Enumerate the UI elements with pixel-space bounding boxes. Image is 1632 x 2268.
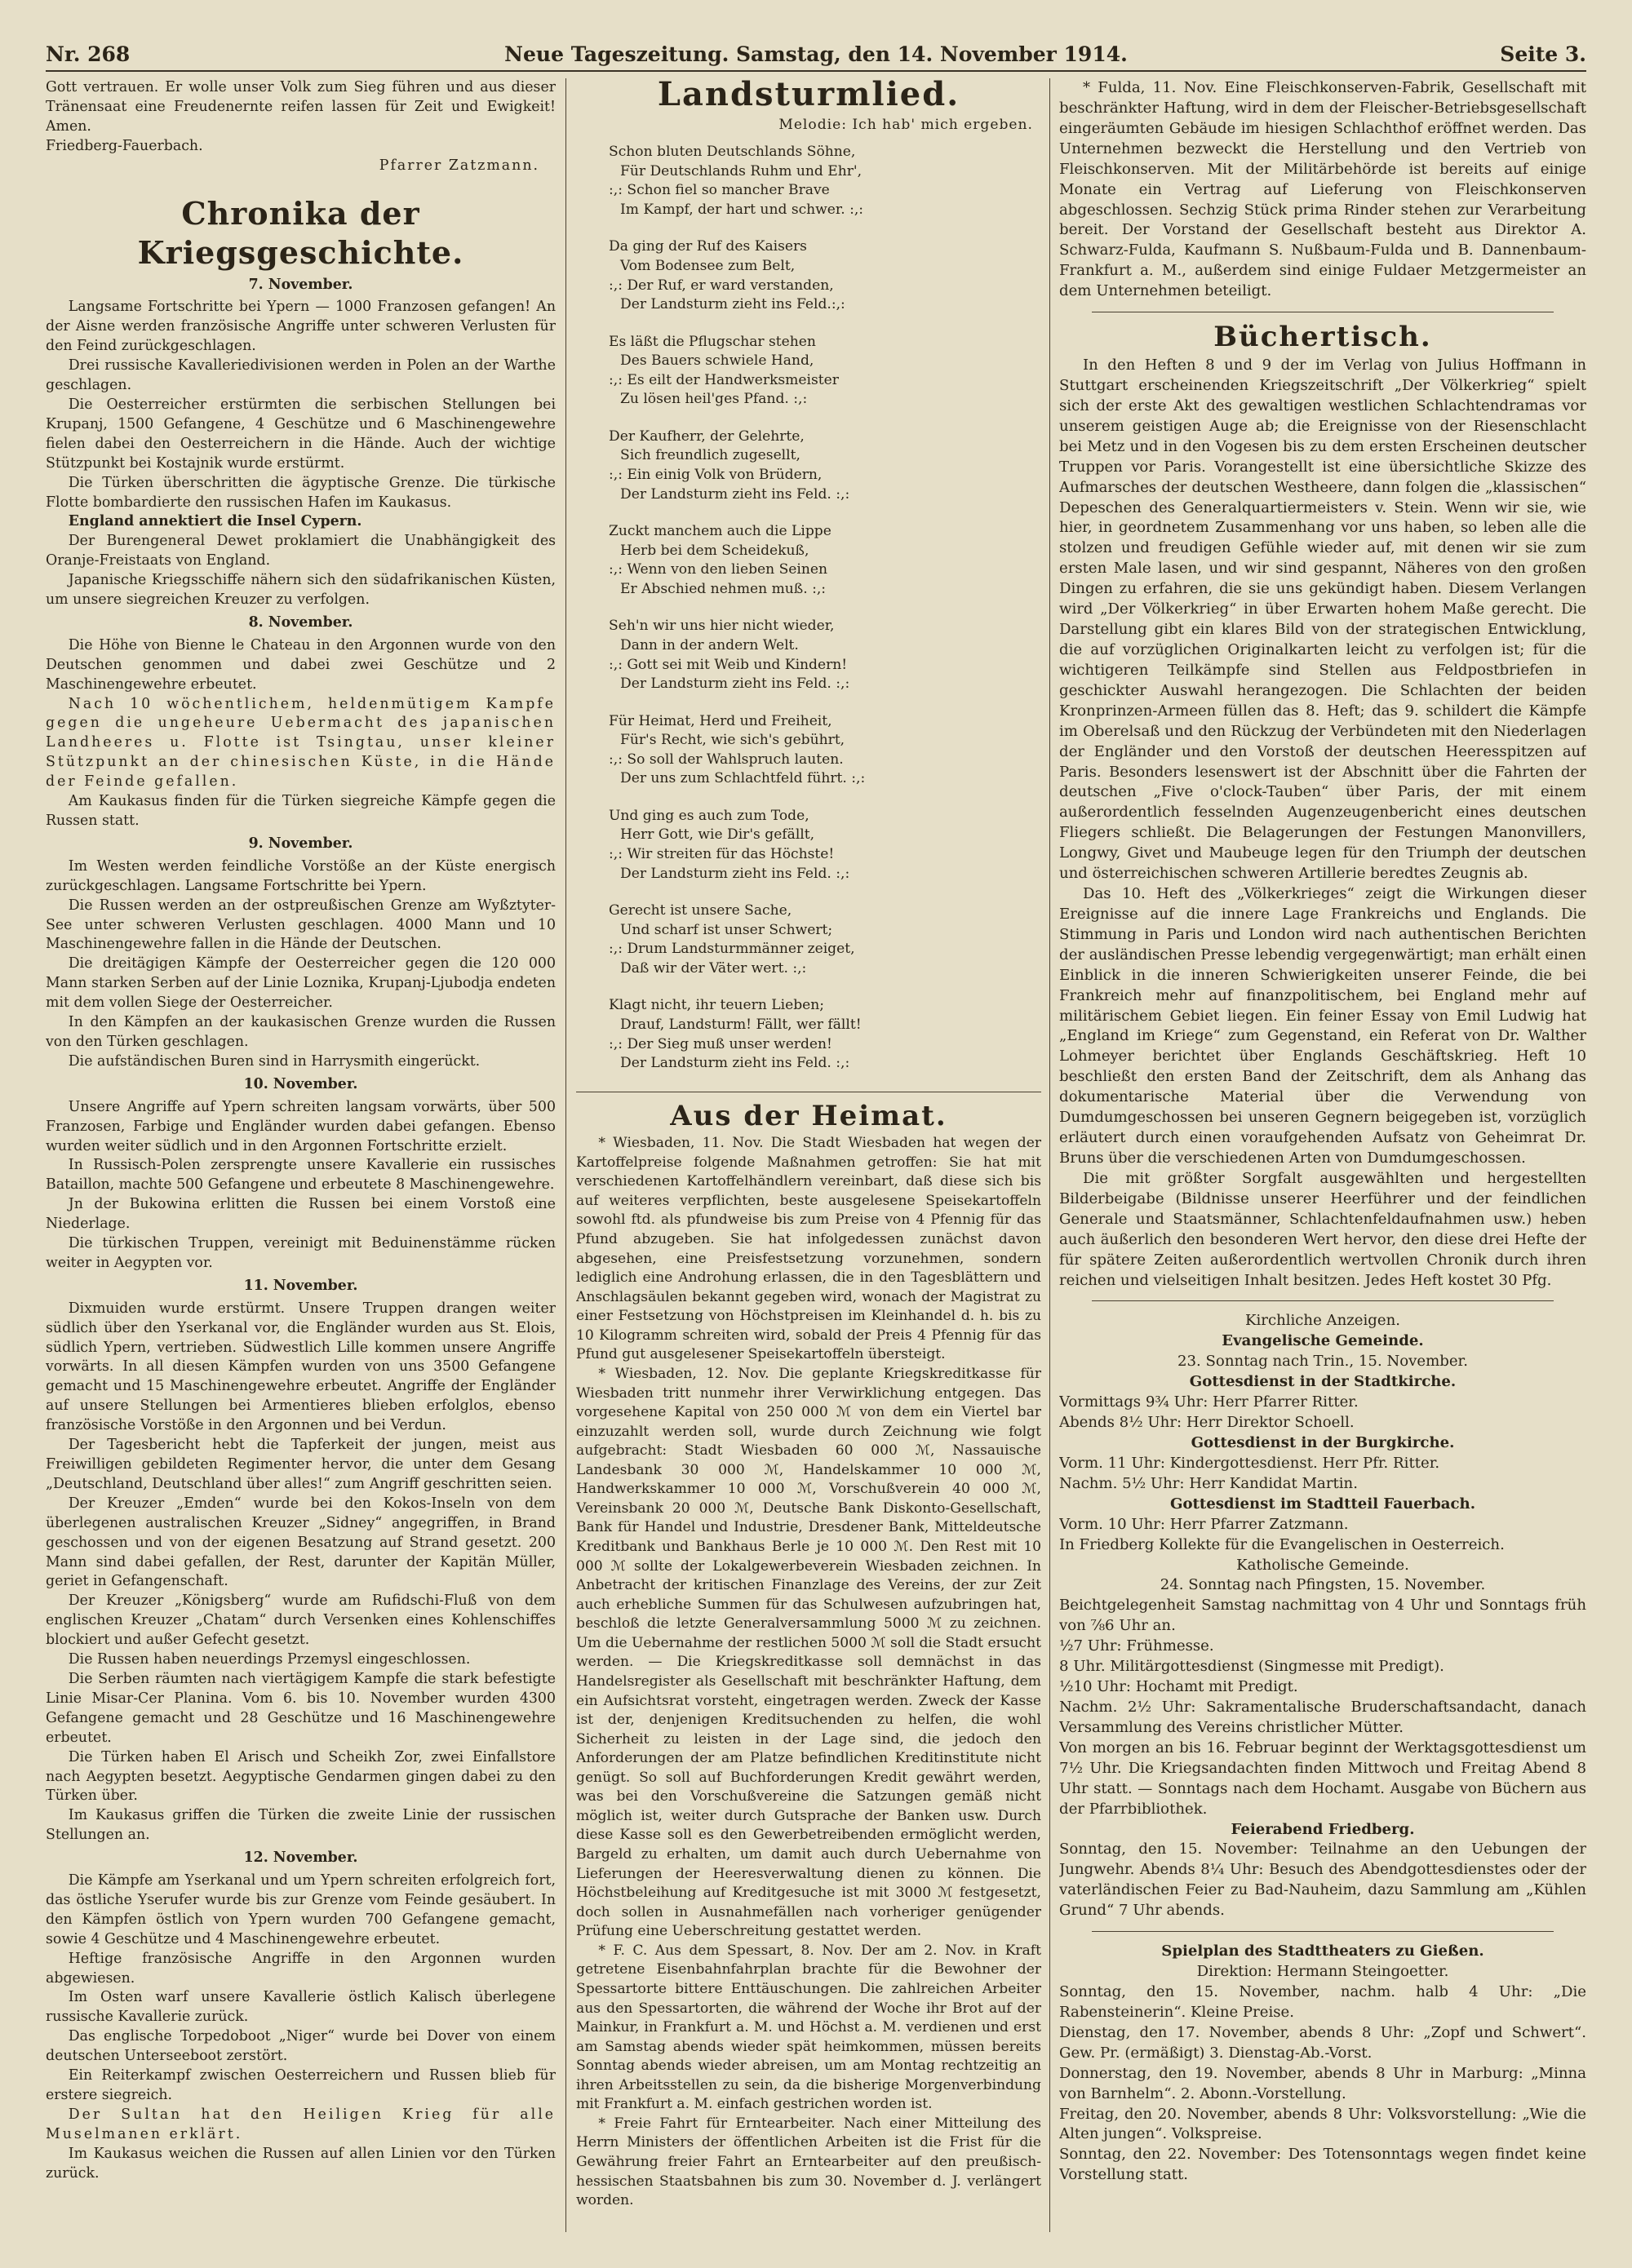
paragraph: Der Tagesbericht hebt die Tapferkeit der jungen, meist aus Freiwilligen gebildeten Regimenter hervor, die unter dem Gesang „Deutschland, Deutschland über alles!“ zum Angriff geschritten seien. xyxy=(46,1437,556,1492)
notice-line: Freitag, den 20. November, abends 8 Uhr: Volksvorstellung: „Wie die Alten jungen“. Volkspreise. xyxy=(1059,2105,1586,2143)
poem-stanza xyxy=(609,143,1041,219)
news-item: * Wiesbaden, 11. Nov. Die Stadt Wiesbaden hat wegen der Kartoffelpreise folgende Maßnahmen getroffen: Sie hat mit verschiedenen Kartoffelhändlern vereinbart, daß diese sich bis auf weiteres verpflichten, beste ausgelesene Speisekartoffeln sowohl ftd. als pfundweise bis zum Preise von 4 Pfennig für das Pfund abzugeben. Sie hat infolgedessen zunächst davon abgesehen, eine Preisfestsetzung vorzunehmen, sondern lediglich eine Androhung erlassen, die in den Tagesblättern und Anschlagsäulen bekannt gegeben wird, wonach der Magistrat zu einer Festsetzung von Höchstpreisen im Kleinhandel d. h. bis zu 10 Kilogramm schreiten wird, sobald der Preis 4 Pfennig für das Pfund gut ausgelesener Speisekartoffeln übersteigt. xyxy=(576,1135,1041,1363)
notice-line: 8 Uhr. Militärgottesdienst (Singmesse mit Predigt). xyxy=(1059,1658,1444,1676)
poem-line: Herr Gott, wie Dir's gefällt, xyxy=(620,826,815,844)
poem-line: Im Kampf, der hart und schwer. :,: xyxy=(620,201,864,218)
poem-line: :,: Schon fiel so mancher Brave xyxy=(609,182,830,199)
poem-line: Zu lösen heil'ges Pfand. :,: xyxy=(620,391,808,408)
poem-line: Zuckt manchem auch die Lippe xyxy=(609,523,832,540)
paragraph: Das 10. Heft des „Völkerkrieges“ zeigt die Wirkungen dieser Ereignisse auf die innere Lage Frankreichs und Englands. Die Stimmung in Paris und London wird nach authentischen Berichten der ausländischen Presse lebendig vergegenwärtigt; man erhält einen Einblick in die inneren Schwierigkeiten unserer Feinde, die bei Frankreich mehr auf finanzpolitischem, bei England mehr auf militärischem Gebiet liegen. Ein feiner Essay von Emil Ludwig hat „England im Kriege“ zum Gegenstand, ein Referat von Dr. Walther Lohmeyer berichtet über Englands Geschäftskrieg. Heft 10 beschließt den ersten Band der Zeitschrift, dem als Anhang das dokumentarische Material über die Verwendung von Dumdumgeschossen bei unseren Gegnern beigegeben ist, vorzüglich erläutert durch einen voraufgehenden Aufsatz von Geheimrat Dr. Bruns über die verschiedenen Arten von Dumdumgeschossen. xyxy=(1059,885,1586,1167)
chronicle-day-11 xyxy=(46,1300,556,1845)
poem-line: Klagt nicht, ihr teuern Lieben; xyxy=(609,997,825,1014)
poem-stanza xyxy=(609,807,1041,884)
notice-line: ½10 Uhr: Hochamt mit Predigt. xyxy=(1059,1678,1298,1696)
column-rule xyxy=(565,78,566,2232)
date-heading: 7. November. xyxy=(248,276,353,293)
notice-line: Von morgen an bis 16. Februar beginnt der Werktagsgottesdienst um 7½ Uhr. Die Kriegsandachten finden Mittwoch und Freitag Abend 8 Uhr statt. — Sonntags nach dem Hochamt. Ausgabe von Büchern aus der Pfarrbibliothek. xyxy=(1059,1739,1586,1818)
paragraph: Der Burengeneral Dewet proklamiert die Unabhängigkeit des Oranje-Freistaats von England. xyxy=(46,533,556,569)
paragraph: Im Osten warf unsere Kavallerie östlich Kalisch überlegene russische Kavallerie zurück. xyxy=(46,1989,556,2026)
chronicle-day-7 xyxy=(46,298,556,610)
paragraph: Die Kämpfe am Yserkanal und um Ypern schreiten erfolgreich fort, das östliche Yserufer wurde bis zur Grenze vom Feinde gesäubert. In den Kämpfen östlich von Ypern wurden 700 Gefangene gemacht, sowie 4 Geschütze und 4 Maschinengewehre erbeutet. xyxy=(46,1872,556,1947)
section-title-heimat: Aus der Heimat. xyxy=(670,1099,947,1132)
paragraph: Die Höhe von Bienne le Chateau in den Argonnen wurde von den Deutschen genommen und dabei zwei Geschütze und 2 Maschinengewehre erbeutet. xyxy=(46,636,556,693)
chronicle-day-10 xyxy=(46,1098,556,1274)
paragraph: Die türkischen Truppen, vereinigt mit Beduinenstämme rücken weiter in Aegypten vor. xyxy=(46,1235,556,1271)
poem-line: Der uns zum Schlachtfeld führt. :,: xyxy=(620,770,866,787)
date-heading: 12. November. xyxy=(243,1849,358,1867)
poem-line: :,: Wir streiten für das Höchste! xyxy=(609,846,835,862)
poem-line: Der Landsturm zieht ins Feld. :,: xyxy=(620,676,850,693)
poem-line: Des Bauers schwiele Hand, xyxy=(620,352,814,370)
paragraph: Die Russen haben neuerdings Przemysl eingeschlossen. xyxy=(68,1651,471,1668)
paragraph: Nach 10 wöchentlichem, heldenmütigem Kampfe gegen die ungeheure Uebermacht des japanischen Landheeres u. Flotte ist Tsingtau, unser kleiner Stützpunkt an der chinesischen Küste, in die Hände der Feinde gefallen. xyxy=(46,695,556,791)
divider xyxy=(1092,1931,1554,1932)
paragraph: Die Oesterreicher erstürmten die serbischen Stellungen bei Krupanj, 1500 Gefangene, 4 Geschütze und 6 Maschinengewehre fielen dabei den Oesterreichern in die Hände. Auch der wichtige Stützpunkt bei Kostajnik wurde erstürmt. xyxy=(46,396,556,472)
poem-melody: Melodie: Ich hab' mich ergeben. xyxy=(778,116,1033,133)
sermon-signature: Pfarrer Zatzmann. xyxy=(379,157,539,174)
paragraph: In den Heften 8 und 9 der im Verlag von Julius Hoffmann in Stuttgart erscheinenden Kriegszeitschrift „Der Völkerkrieg“ spielt sich der erste Akt des gewaltigen westlichen Schlachtendramas vor unserem geistigen Auge ab; die Ereignisse von der Riesenschlacht bei Metz und in den Vogesen bis zu dem ersten Erscheinen deutscher Truppen vor Paris. Vorangestellt ist eine übersichtliche Skizze des Aufmarsches der deutschen Westheere, dann folgen die „klassischen“ Depeschen des Generalquartiermeisters v. Stein. Wenn wir sie, wie hier, in geordnetem Zusammenhang vor uns haben, so leben alle die stolzen und freudigen Gefühle wieder auf, mit denen wir sie zum ersten Male lasen, und wir sind gespannt, Näheres von den großen Dingen zu erfahren, die sie uns gekündigt haben. Diesem Verlangen wird „Der Völkerkrieg“ in über Erwarten hohem Maße gerecht. Die Darstellung gibt ein klares Bild von der strategischen Entwicklung, die auf vorzüglichen Originalkarten leicht zu verfolgen ist; für die wichtigeren Teilkämpfe sind Stellen aus Feldpostbriefen in geschickter Auswahl herangezogen. Die Schlachten der beiden Kronprinzen-Armeen füllen das 8. Heft; das 9. schildert die Kämpfe im Oberelsaß und den Rückzug der Verbündeten mit den Niederlagen der Engländer und den Vorstoß der deutschen Heeresspitzen auf Paris. Besonders lesenswert ist der Abschnitt über die Fahrten der deutschen „Five o'clock-Tauben“ über Paris, der mit einem außerordentlich fesselnden Augenzeugenbericht eines deutschen Fliegers schließt. Die Belagerungen der Festungen Manonvillers, Longwy, Givet und Maubeuge legen für den Triumph der deutschen und österreichischen schweren Artillerie beredtes Zeugnis ab. xyxy=(1059,357,1586,883)
theater-schedule xyxy=(1059,1942,1586,2186)
poem-stanza xyxy=(609,522,1041,599)
notice-heading: Feierabend Friedberg. xyxy=(1231,1820,1415,1838)
notice-date: 24. Sonntag nach Pfingsten, 15. November. xyxy=(1160,1576,1486,1594)
poem-line: Vom Bodensee zum Belt, xyxy=(620,257,796,274)
paragraph: Der Kreuzer „Königsberg“ wurde am Rufidschi-Fluß von dem englischen Kreuzer „Chatam“ durch Versenken eines Kohlenschiffes blockiert und außer Gefecht gesetzt. xyxy=(46,1592,556,1649)
poem-stanzas xyxy=(576,143,1041,1074)
paragraph: Der Sultan hat den Heiligen Krieg für alle Muselmanen erklärt. xyxy=(46,2106,556,2142)
poem-stanza xyxy=(609,712,1041,789)
poem-stanza xyxy=(609,996,1041,1073)
paragraph: Das englische Torpedoboot „Niger“ wurde bei Dover von einem deutschen Unterseeboot zerstört. xyxy=(46,2028,556,2065)
sermon-place: Friedberg-Fauerbach. xyxy=(46,137,203,154)
poem-line: Er Abschied nehmen muß. :,: xyxy=(620,580,827,597)
poem-line: :,: Der Ruf, er ward verstanden, xyxy=(609,277,834,294)
poem-line: :,: So soll der Wahlspruch lauten. xyxy=(609,751,844,768)
notice-title: Spielplan des Stadttheaters zu Gießen. xyxy=(1161,1942,1484,1960)
poem-line: Gerecht ist unsere Sache, xyxy=(609,902,792,919)
paragraph: Die dreitägigen Kämpfe der Oesterreicher gegen die 120 000 Mann starken Serben auf der Linie Loznika, Krupanj-Ljubodja endeten mit dem vollen Siege der Oesterreicher. xyxy=(46,955,556,1012)
notice-date: 23. Sonntag nach Trin., 15. November. xyxy=(1177,1353,1468,1371)
poem-line: Es läßt die Pflugschar stehen xyxy=(609,333,816,350)
notice-line: Beichtgelegenheit Samstag nachmittag von 4 Uhr und Sonntags früh von ⅞6 Uhr an. xyxy=(1059,1597,1586,1635)
news-item: * Wiesbaden, 12. Nov. Die geplante Kriegskreditkasse für Wiesbaden tritt nunmehr ihrer Verwirklichung entgegen. Das vorgesehene Kapital von 250 000 ℳ von dem ein Viertel bar einzuzahlt werden soll, wurde durch Zeichnung wie folgt aufgebracht: Stadt Wiesbaden 60 000 ℳ, Nassauische Landesbank 30 000 ℳ, Handelskammer 10 000 ℳ, Handwerkskammer 10 000 ℳ, Vorschußverein 40 000 ℳ, Vereinsbank 20 000 ℳ, Deutsche Bank Diskonto-Gesellschaft, Bank für Handel und Industrie, Dresdener Bank, Mitteldeutsche Kreditbank und Bankhaus Berle je 10 000 ℳ. Den Rest mit 10 000 ℳ sollte der Lokalgewerbeverein Wiesbaden zeichnen. In Anbetracht der kritischen Finanzlage des Vereins, der zur Zeit auch erhebliche Summen für das Schulwesen aufzubringen hat, beschloß die letzte Generalversammlung 5000 ℳ zu zeichnen. Um die Uebernahme der restlichen 5000 ℳ soll die Stadt ersucht werden. — Die Kriegskreditkasse soll demnächst in das Handelsregister als Gesellschaft mit beschränkter Haftung, dem ein Aufsichtsrat vorsteht, eingetragen werden. Zweck der Kasse ist der, denjenigen Kreditsuchenden zu helfen, die wohl Sicherheit zu leisten in der Lage sind, die jedoch den Anforderungen der am Platze befindlichen Kreditinstitute nicht genügt. So soll auf Buchforderungen Kredit gewährt werden, was bei den Vorschußvereine die Satzungen gemäß nicht möglich ist, weiter durch Gutsprache der Banken usw. Durch diese Kasse soll es den Gewerbetreibenden ermöglicht werden, Bargeld zu erhalten, um damit auch durch Uebernahme von Lieferungen der Heeresverwaltung dienen zu können. Die Höchstbeleihung auf Kreditgesuche ist mit 3000 ℳ festgesetzt, doch sollen in Ausnahmefällen nach vorheriger genügender Prüfung eine Ueberschreitung gestattet werden. xyxy=(576,1365,1041,1940)
column-left xyxy=(46,78,556,2232)
paragraph: Langsame Fortschritte bei Ypern — 1000 Franzosen gefangen! An der Aisne werden französische Angriffe unter schweren Verlusten für den Feind zurückgeschlagen. xyxy=(46,299,556,355)
notice-line: Abends 8½ Uhr: Herr Direktor Schoell. xyxy=(1059,1414,1355,1432)
notice-title: Kirchliche Anzeigen. xyxy=(1244,1312,1400,1330)
date-heading: 11. November. xyxy=(243,1277,358,1294)
notice-line: Dienstag, den 17. November, abends 8 Uhr: „Zopf und Schwert“. Gew. Pr. (ermäßigt) 3. Dienstag-Ab.-Vorst. xyxy=(1059,2023,1586,2062)
notice-subtitle: Katholische Gemeinde. xyxy=(1236,1556,1409,1574)
poem-line: Der Landsturm zieht ins Feld. :,: xyxy=(620,865,850,882)
paragraph: Die Russen werden an der ostpreußischen Grenze am Wyßztyter-See unter schweren Verlusten geschlagen. 4000 Mann und 10 Maschinengewehre fallen in die Hände der Deutschen. xyxy=(46,897,556,953)
poem-line: Und ging es auch zum Tode, xyxy=(609,807,809,824)
date-heading: 10. November. xyxy=(243,1075,358,1092)
section-title-buecher: Büchertisch. xyxy=(1213,321,1432,354)
chronicle-day-9 xyxy=(46,857,556,1072)
column-rule xyxy=(1049,78,1050,2232)
paragraph: In Russisch-Polen zersprengte unsere Kavallerie ein russisches Bataillon, machte 500 Gefangene und erbeutete 8 Maschinengewehre. xyxy=(46,1157,556,1194)
notice-line: Sonntag, den 15. November: Teilnahme an den Uebungen der Jungwehr. Abends 8¼ Uhr: Besuch des Abendgottesdienstes oder der vaterländischen Feier zu Bad-Nauheim, dazu Sammlung am „Kühlen Grund“ 7 Uhr abends. xyxy=(1059,1841,1586,1920)
news-item: * Fulda, 11. Nov. Eine Fleischkonserven-Fabrik, Gesellschaft mit beschränkter Haftung, wird in dem der Fleischer-Betriebsgesellschaft eingeräumten Gebäude im hiesigen Schlachthof eröffnet werden. Das Unternehmen bezweckt die Herstellung und den Vertrieb von Fleischkonserven. Mit der Militärbehörde ist bereits auf einige Monate ein Vertrag auf Lieferung von Fleischkonserven abgeschlossen. Sechzig Stück prima Rinder stehen zur Verarbeitung bereit. Der Vorstand der Gesellschaft besteht aus Direktor A. Schwarz-Fulda, Kaufmann S. Nußbaum-Fulda und B. Dannenbaum-Frankfurt a. M., außerdem sind einige Fuldaer Metzgermeister an dem Unternehmen beteiligt. xyxy=(1059,79,1586,300)
paragraph: Im Kaukasus griffen die Türken die zweite Linie der russischen Stellungen an. xyxy=(46,1807,556,1844)
paragraph: Der Kreuzer „Emden“ wurde bei den Kokos-Inseln von dem überlegenen australischen Kreuzer „Sidney“ angegriffen, in Brand geschossen und von der eigenen Besatzung auf Strand gesetzt. 200 Mann sind dabei gefallen, der Rest, darunter der Kapitän Müller, geriet in Gefangenschaft. xyxy=(46,1495,556,1590)
paragraph: Jn der Bukowina erlitten die Russen bei einem Vorstoß eine Niederlage. xyxy=(46,1196,556,1233)
notice-line: ½7 Uhr: Frühmesse. xyxy=(1059,1637,1214,1655)
notice-line: Sonntag, den 15. November, nachm. halb 4 Uhr: „Die Rabensteinerin“. Kleine Preise. xyxy=(1059,1982,1586,2021)
paragraph: Die Türken überschritten die ägyptische Grenze. Die türkische Flotte bombardierte den russischen Hafen im Kaukasus. xyxy=(46,474,556,511)
notice-line: Donnerstag, den 19. November, abends 8 Uhr in Marburg: „Minna von Barnhelm“. 2. Abonn.-Vorstellung. xyxy=(1059,2064,1586,2102)
notice-subtitle: Direktion: Hermann Steingoetter. xyxy=(1196,1963,1449,1981)
poem-line: Und scharf ist unser Schwert; xyxy=(620,921,833,938)
date-heading: 8. November. xyxy=(248,614,353,631)
notice-line: Vorm. 10 Uhr: Herr Pfarrer Zatzmann. xyxy=(1059,1515,1349,1533)
paragraph: Drei russische Kavalleriedivisionen werden in Polen an der Warthe geschlagen. xyxy=(46,357,556,394)
poem-line: :,: Gott sei mit Weib und Kindern! xyxy=(609,656,848,673)
church-notices xyxy=(1059,1311,1586,1921)
notice-heading: Gottesdienst in der Stadtkirche. xyxy=(1189,1373,1457,1391)
paragraph: Am Kaukasus finden für die Türken siegreiche Kämpfe gegen die Russen statt. xyxy=(46,793,556,829)
paragraph: Die mit größter Sorgfalt ausgewählten und hergestellten Bilderbeigabe (Bildnisse unserer Heerführer und der feindlichen Generale und Staatsmänner, Schlachtenfeldaufnahmen usw.) heben auch äußerlich den besonderen Wert hervor, den diese drei Hefte der für spätere Zeiten außerordentlich wertvollen Chronik durch ihren reichen und vielseitigen Inhalt besitzen. Jedes Heft kostet 30 Pfg. xyxy=(1059,1169,1586,1289)
column-middle xyxy=(576,78,1041,2232)
notice-line: In Friedberg Kollekte für die Evangelischen in Oesterreich. xyxy=(1059,1535,1505,1553)
poem-line: Drauf, Landsturm! Fällt, wer fällt! xyxy=(620,1016,862,1033)
poem-stanza xyxy=(609,427,1041,504)
paragraph: Unsere Angriffe auf Ypern schreiten langsam vorwärts, über 500 Franzosen, Farbige und Engländer wurden dabei gefangen. Ebenso wurden weiter südlich und in den Argonnen Fortschritte erzielt. xyxy=(46,1098,556,1154)
paragraph: England annektiert die Insel Cypern. xyxy=(68,513,362,530)
poem-line: Sich freundlich zugesellt, xyxy=(620,447,800,464)
news-item: * Freie Fahrt für Erntearbeiter. Nach einer Mitteilung des Herrn Ministers der öffentlichen Arbeiten ist die Frist für die Gewährung freier Fahrt an Erntearbeiter auf den preußisch-hessischen Staatsbahnen bis zum 30. November d. J. verlängert worden. xyxy=(576,2115,1041,2209)
poem-stanza xyxy=(609,901,1041,978)
poem-stanza xyxy=(609,617,1041,693)
poem-title: Landsturmlied. xyxy=(657,78,960,113)
divider xyxy=(1092,1300,1554,1301)
paragraph: In den Kämpfen an der kaukasischen Grenze wurden die Russen von den Türken geschlagen. xyxy=(46,1014,556,1050)
paragraph: Heftige französische Angriffe in den Argonnen wurden abgewiesen. xyxy=(46,1950,556,1987)
chronicle-day-12 xyxy=(46,1872,556,2184)
poem-line: :,: Wenn von den lieben Seinen xyxy=(609,561,827,578)
chronicle-title: Chronika der Kriegsgeschichte. xyxy=(137,194,464,271)
poem-line: :,: Drum Landsturmmänner zeiget, xyxy=(609,941,855,958)
paragraph: Ein Reiterkampf zwischen Oesterreichern und Russen blieb für erstere siegreich. xyxy=(46,2067,556,2103)
sermon-ending: Gott vertrauen. Er wolle unser Volk zum Sieg führen und aus dieser Tränensaat eine Freudenernte reifen lassen für Zeit und Ewigkeit! Amen. xyxy=(46,79,556,135)
poem-line: Für Deutschlands Ruhm und Ehr', xyxy=(620,162,863,179)
paragraph: Die aufständischen Buren sind in Harrysmith eingerückt. xyxy=(68,1052,481,1070)
page-number: Seite 3. xyxy=(1500,42,1586,66)
notice-line: Vorm. 11 Uhr: Kindergottesdienst. Herr Pfr. Ritter. xyxy=(1059,1454,1440,1472)
poem-line: :,: Es eilt der Handwerksmeister xyxy=(609,371,839,388)
paragraph: Im Westen werden feindliche Vorstöße an der Küste energisch zurückgeschlagen. Langsame Fortschritte bei Ypern. xyxy=(46,857,556,894)
poem-line: Seh'n wir uns hier nicht wieder, xyxy=(609,618,835,635)
news-item: * F. C. Aus dem Spessart, 8. Nov. Der am 2. Nov. in Kraft getretene Eisenbahnfahrplan brachte für die Bewohner der Spessartorte bittere Enttäuschungen. Die zahlreichen Arbeiter aus den Spessartorten, die während der Woche ihr Brot auf der Mainkur, in Frankfurt a. M. und Höchst a. M. verdienen und erst am Samstag abends wieder spät heimkommen, müssen bereits Sonntag abends wieder abreisen, um am Montag rechtzeitig an ihren Arbeitsstellen zu sein, da die bisherige Morgenverbindung mit Frankfurt a. M. einfach gestrichen worden ist. xyxy=(576,1942,1041,2113)
poem-stanza xyxy=(609,333,1041,410)
paragraph: Die Serben räumten nach viertägigem Kampfe die stark befestigte Linie Misar-Cer Planina. Vom 6. bis 10. November wurden 4300 Gefangene gemacht und 28 Geschütze und 16 Maschinengewehre erbeutet. xyxy=(46,1670,556,1746)
chronicle-day-8 xyxy=(46,636,556,831)
poem-line: :,: Ein einig Volk von Brüdern, xyxy=(609,467,823,483)
notice-line: Vormittags 9¾ Uhr: Herr Pfarrer Ritter. xyxy=(1059,1393,1359,1411)
poem-line: Da ging der Ruf des Kaisers xyxy=(609,238,807,255)
poem-stanza xyxy=(609,237,1041,314)
notice-heading: Gottesdienst in der Burgkirche. xyxy=(1191,1434,1455,1451)
poem-line: Für's Recht, wie sich's gebührt, xyxy=(620,732,845,749)
poem-line: Für Heimat, Herd und Freiheit, xyxy=(609,712,832,729)
masthead-line: Neue Tageszeitung. Samstag, den 14. November 1914. xyxy=(504,42,1128,66)
paragraph: Im Kaukasus weichen die Russen auf allen Linien vor den Türken zurück. xyxy=(46,2145,556,2182)
poem-line: Dann in der andern Welt. xyxy=(620,636,799,653)
poem-line: :,: Der Sieg muß unser werden! xyxy=(609,1035,832,1052)
poem-line: Daß wir der Väter wert. :,: xyxy=(620,959,807,977)
issue-number: Nr. 268 xyxy=(46,42,131,66)
notice-line: Nachm. 2½ Uhr: Sakramentalische Bruderschaftsandacht, danach Versammlung des Vereins christlicher Mütter. xyxy=(1059,1698,1586,1736)
paragraph: Dixmuiden wurde erstürmt. Unsere Truppen drangen weiter südlich über den Yserkanal vor, die Engländer wurden aus St. Elois, südlich Ypern, vertrieben. Südwestlich Lille kommen unsere Angriffe vorwärts. In all diesen Kämpfen wurden von uns 3500 Gefangene gemacht und 15 Maschinengewehre erbeutet. Angriffe der Engländer auf unsere Stellungen bei Armentieres blieben erfolglos, ebenso französische Vorstöße in den Argonnen und bei Verdun. xyxy=(46,1300,556,1434)
column-right xyxy=(1059,78,1586,2232)
notice-heading: Gottesdienst im Stadtteil Fauerbach. xyxy=(1170,1495,1475,1513)
poem-line: Der Landsturm zieht ins Feld. :,: xyxy=(620,1055,850,1072)
notice-line: Nachm. 5½ Uhr: Herr Kandidat Martin. xyxy=(1059,1474,1358,1492)
date-heading: 9. November. xyxy=(248,835,353,852)
poem-line: Herb bei dem Scheidekuß, xyxy=(620,542,809,559)
poem-line: Schon bluten Deutschlands Söhne, xyxy=(609,144,856,161)
page-header xyxy=(46,38,1586,72)
poem-line: Der Kaufherr, der Gelehrte, xyxy=(609,427,805,445)
poem-line: Der Landsturm zieht ins Feld.:,: xyxy=(620,296,845,313)
notice-subtitle: Evangelische Gemeinde. xyxy=(1222,1332,1424,1350)
poem-line: Der Landsturm zieht ins Feld. :,: xyxy=(620,485,850,503)
paragraph: Die Türken haben El Arisch und Scheikh Zor, zwei Einfallstore nach Aegypten besetzt. Aegyptische Gendarmen gingen dabei zu den Türken über. xyxy=(46,1748,556,1805)
paragraph: Japanische Kriegsschiffe nähern sich den südafrikanischen Küsten, um unsere siegreichen Kreuzer zu verfolgen. xyxy=(46,572,556,609)
notice-line: Sonntag, den 22. November: Des Totensonntags wegen findet keine Vorstellung statt. xyxy=(1059,2146,1586,2184)
